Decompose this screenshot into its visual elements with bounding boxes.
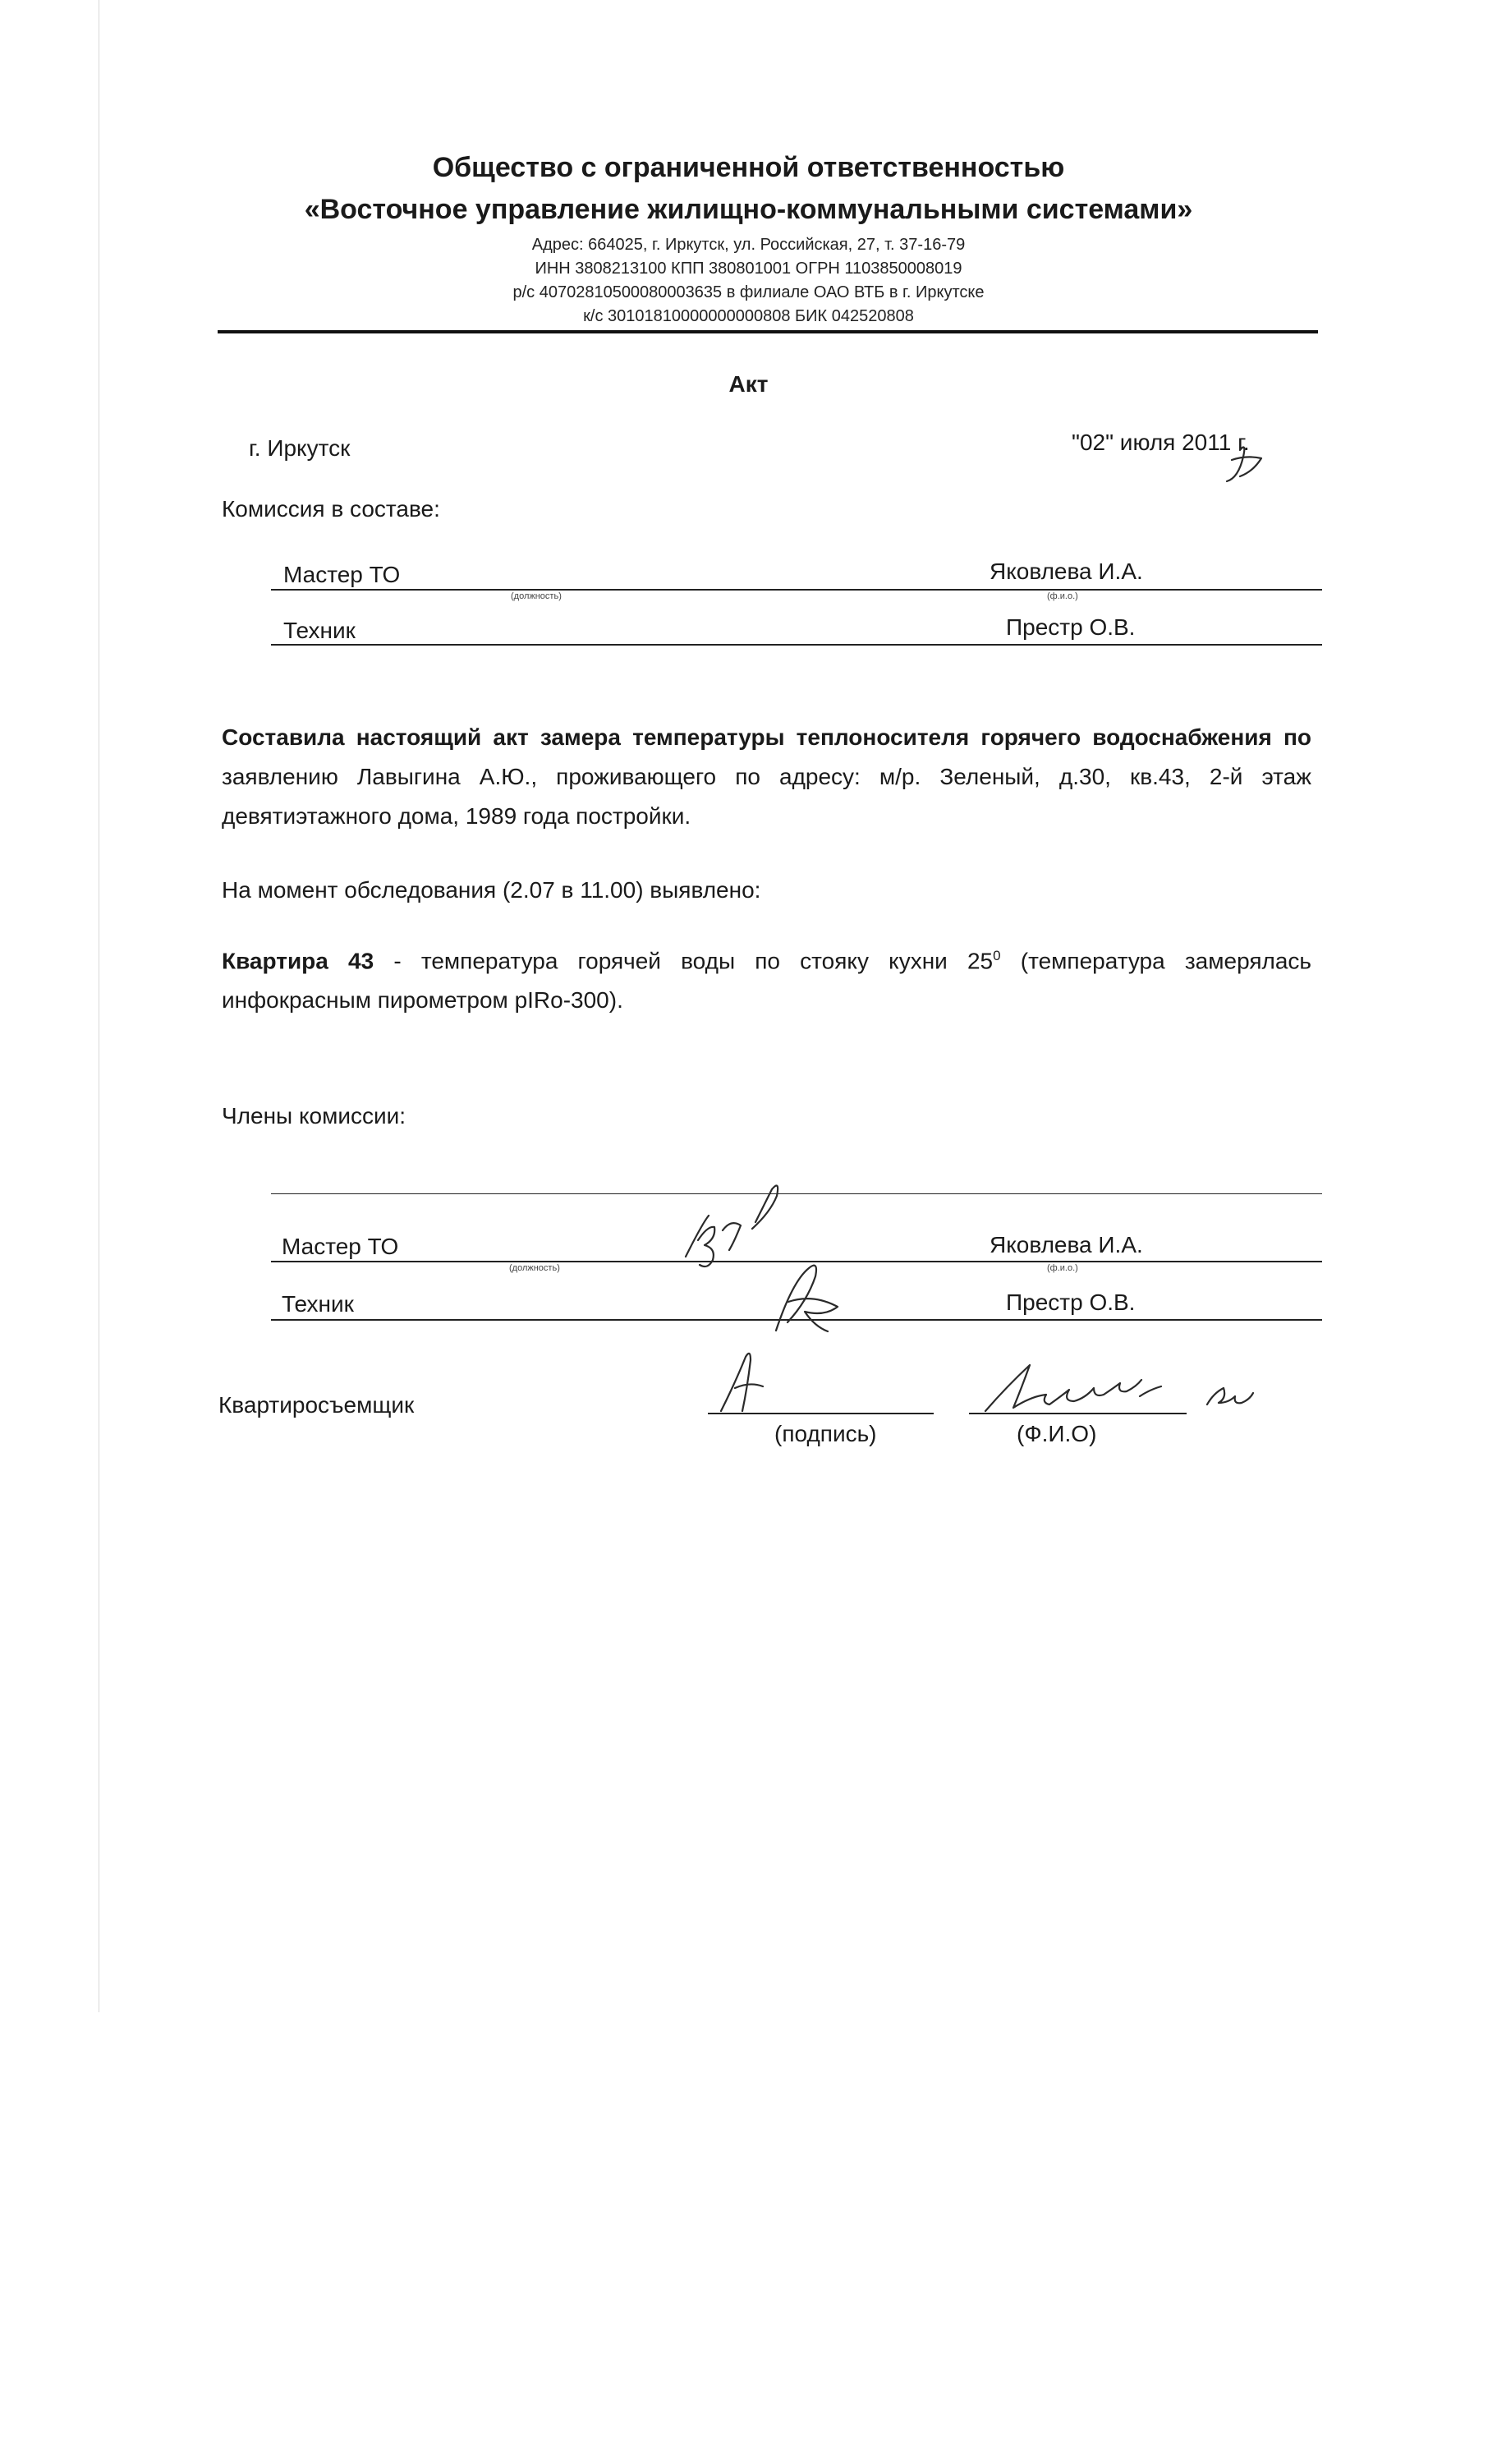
members-tech-name: Престр О.В. [1006, 1289, 1136, 1315]
commission-tech-position: Техник [283, 618, 356, 643]
members-fio-caption: (ф.и.о.) [1047, 1263, 1078, 1273]
commission-label: Комиссия в составе: [222, 496, 440, 522]
tenant-label: Квартиросъемщик [218, 1392, 415, 1418]
doc-title: Акт [728, 371, 769, 397]
act-description-line2: заявлению Лавыгина А.Ю., проживающего по адресу: м/р. Зеленый, д.30, кв.43, 2-й этаж [222, 764, 1311, 789]
finding-degree: 0 [993, 948, 1001, 963]
members-position-caption: (должность) [509, 1263, 560, 1273]
tenant-name-handwriting [985, 1365, 1253, 1411]
tenant-signature-line [708, 1413, 934, 1414]
tenant-signature-caption: (подпись) [774, 1421, 877, 1446]
act-description-line3: девятиэтажного дома, 1989 года постройки. [222, 803, 691, 829]
commission-position-caption: (должность) [511, 591, 562, 601]
members-line-1 [271, 1261, 1322, 1262]
finding-paragraph [222, 936, 1311, 1020]
commission-line-1 [271, 589, 1322, 591]
members-master-position: Мастер ТО [282, 1234, 399, 1259]
members-master-name: Яковлева И.А. [990, 1232, 1143, 1257]
members-label: Члены комиссии: [222, 1103, 406, 1129]
inspection-moment: На момент обследования (2.07 в 11.00) выявлено: [222, 877, 761, 903]
org-inn: ИНН 3808213100 КПП 380801001 ОГРН 1103850008019 [535, 260, 962, 278]
members-top-line [271, 1193, 1322, 1194]
act-description-bold: Составила настоящий акт замера температуры теплоносителя горячего водоснабжения по [222, 724, 1311, 750]
commission-fio-caption: (ф.и.о.) [1047, 591, 1078, 601]
members-tech-position: Техник [282, 1291, 354, 1317]
tenant-fio-caption: (Ф.И.О) [1017, 1421, 1097, 1446]
header-rule [218, 330, 1318, 333]
org-address: Адрес: 664025, г. Иркутск, ул. Российская, 27, т. 37-16-79 [531, 236, 966, 254]
act-description [222, 718, 1311, 836]
finding-text-2: (температура замерялась [1000, 948, 1311, 974]
finding-line2: инфокрасным пирометром pIRo-300). [222, 987, 623, 1014]
doc-date: "02" июля 2011 г. [1072, 430, 1250, 455]
doc-city: г. Иркутск [249, 435, 351, 461]
members-line-2 [271, 1319, 1322, 1321]
commission-master-name: Яковлева И.А. [990, 559, 1143, 584]
finding-text-1: - температура горячей воды по стояку кухни 25 [374, 948, 994, 974]
tenant-fio-line [969, 1413, 1187, 1414]
org-name-line2: «Восточное управление жилищно-коммунальными системами» [304, 194, 1193, 225]
commission-master-position: Мастер ТО [283, 562, 401, 587]
technician-signature [776, 1266, 838, 1331]
org-corr-account: к/с 30101810000000000808 БИК 042520808 [583, 307, 914, 325]
tenant-signature [721, 1354, 763, 1411]
commission-tech-name: Престр О.В. [1006, 614, 1136, 640]
commission-line-2 [271, 644, 1322, 646]
master-signature [686, 1186, 778, 1267]
org-name-line1: Общество с ограниченной ответственностью [432, 152, 1065, 183]
finding-apartment: Квартира 43 [222, 948, 374, 974]
org-account: р/с 40702810500080003635 в филиале ОАО ВТБ в г. Иркутске [512, 283, 985, 301]
